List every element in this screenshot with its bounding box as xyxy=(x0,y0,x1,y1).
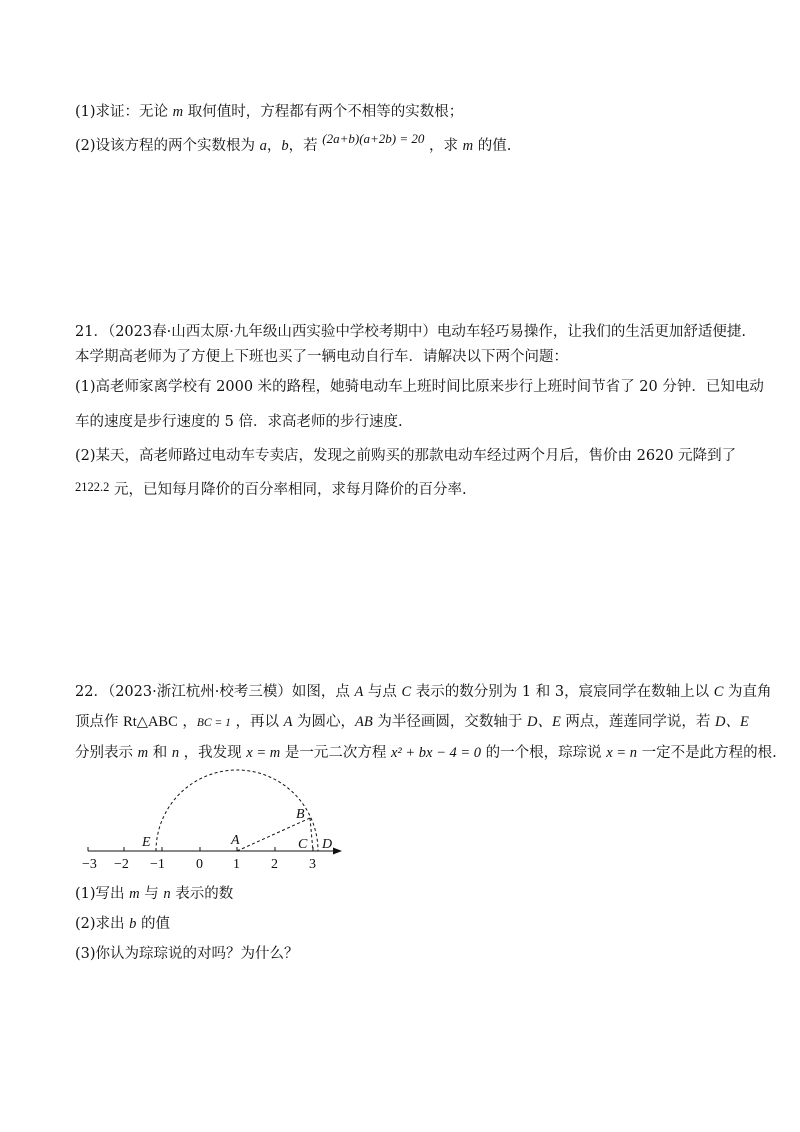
number-line-diagram xyxy=(60,760,360,875)
triangle-label: Rt△ABC xyxy=(123,714,178,730)
text: ，再以 xyxy=(230,714,284,730)
text: 表示的数分别为 1 和 3，宸宸同学在数轴上以 xyxy=(411,684,714,700)
tick-label: −3 xyxy=(82,857,97,872)
var-AB: AB xyxy=(355,714,373,730)
tick-label: 1 xyxy=(233,857,240,872)
text: 分别表示 xyxy=(75,745,138,761)
text: 顶点作 xyxy=(75,714,124,730)
text: ，我发现 xyxy=(179,745,247,761)
tick-label: 2 xyxy=(271,857,278,872)
tick-label: −2 xyxy=(114,857,129,872)
q22-sub2 xyxy=(75,914,735,934)
axis-arrow-icon xyxy=(333,848,342,855)
var-m: m xyxy=(172,104,184,120)
var-m: m xyxy=(137,745,149,761)
var-DE: D、E xyxy=(526,714,561,730)
var-m: m xyxy=(462,138,474,154)
text: 表示的数 xyxy=(170,886,234,902)
text: 与 xyxy=(139,886,164,902)
text: (2)求出 xyxy=(75,916,130,932)
text: 取何值时，方程都有两个不相等的实数根； xyxy=(183,104,464,120)
var-b: b xyxy=(281,138,289,154)
text: ，若 xyxy=(288,138,323,154)
var-n: n xyxy=(163,886,171,902)
equation-xn: x = n xyxy=(606,745,637,761)
tick-label: 3 xyxy=(309,857,316,872)
q22-sub3: (3)你认为琮琮说的对吗？为什么？ xyxy=(75,946,299,962)
text: (2)设该方程的两个实数根为 xyxy=(75,138,260,154)
q20-part2 xyxy=(75,131,735,156)
q22-line1 xyxy=(75,682,772,702)
q21-line2: 本学期高老师为了方便上下班也买了一辆电动自行车．请解决以下两个问题： xyxy=(75,349,568,365)
text: ， xyxy=(177,714,197,730)
text: ， xyxy=(266,138,282,154)
text: 两点，莲莲同学说，若 xyxy=(560,714,716,730)
var-a: a xyxy=(259,138,267,154)
var-C: C xyxy=(401,684,412,700)
text: 的值. xyxy=(473,138,512,154)
text: 一定不是此方程的根. xyxy=(636,745,777,761)
point-label-A: A xyxy=(231,833,240,848)
var-A: A xyxy=(354,684,364,700)
axis-ticks xyxy=(88,847,313,851)
price-value: 2122.2 xyxy=(75,480,110,494)
var-m: m xyxy=(129,886,140,902)
q21-line5: (2)某天，高老师路过电动车专卖店，发现之前购买的那款电动车经过两个月后，售价由 2620 元降到了 xyxy=(75,448,737,464)
q20-part1 xyxy=(75,102,735,122)
equation: (2a+b)(a+2b) = 20 xyxy=(322,131,425,146)
point-label-B: B xyxy=(296,807,305,822)
q22-sub1 xyxy=(75,884,735,904)
q22-line2 xyxy=(75,712,749,733)
segment-BC xyxy=(310,818,313,851)
point-label-D: D xyxy=(322,837,333,852)
var-n: n xyxy=(171,745,180,761)
text: 是一元二次方程 xyxy=(280,745,391,761)
equation-bc: BC = 1 xyxy=(196,717,231,729)
text: 为直角 xyxy=(723,684,772,700)
text: (1)写出 xyxy=(75,886,130,902)
text: (1)求证：无论 xyxy=(75,104,173,120)
text: 为半径画圆，交数轴于 xyxy=(372,714,527,730)
var-A: A xyxy=(283,714,293,730)
var-DE: D、E xyxy=(715,714,749,730)
text: 22．（2023·浙江杭州·校考三模）如图，点 xyxy=(75,684,355,700)
text: 的一个根，琮琮说 xyxy=(481,745,607,761)
tick-label: −1 xyxy=(150,857,165,872)
q21-line3: (1)高老师家离学校有 2000 米的路程，她骑电动车上班时间比原来步行上班时间节省了 20 分钟．已知电动 xyxy=(75,379,764,395)
var-b: b xyxy=(129,916,137,932)
text: 与点 xyxy=(363,684,402,700)
equation-xm: x = m xyxy=(246,745,281,761)
text: 为圆心， xyxy=(292,714,356,730)
q21-line1: 21．（2023春·山西太原·九年级山西实验中学校考期中）电动车轻巧易操作，让我们的生活更加舒适便捷. xyxy=(75,324,746,340)
tick-label: 0 xyxy=(196,857,203,872)
q21-line6 xyxy=(75,480,735,500)
quadratic-equation: x² + bx − 4 = 0 xyxy=(390,745,482,761)
text: 元，已知每月降价的百分率相同，求每月降价的百分率. xyxy=(109,482,467,498)
var-C: C xyxy=(713,684,724,700)
point-label-E: E xyxy=(142,835,151,850)
text: ，求 xyxy=(424,138,463,154)
point-label-C: C xyxy=(298,837,308,852)
text: 的值 xyxy=(136,916,171,932)
text: 和 xyxy=(148,745,172,761)
q21-line4: 车的速度是步行速度的 5 倍．求高老师的步行速度. xyxy=(75,414,403,430)
